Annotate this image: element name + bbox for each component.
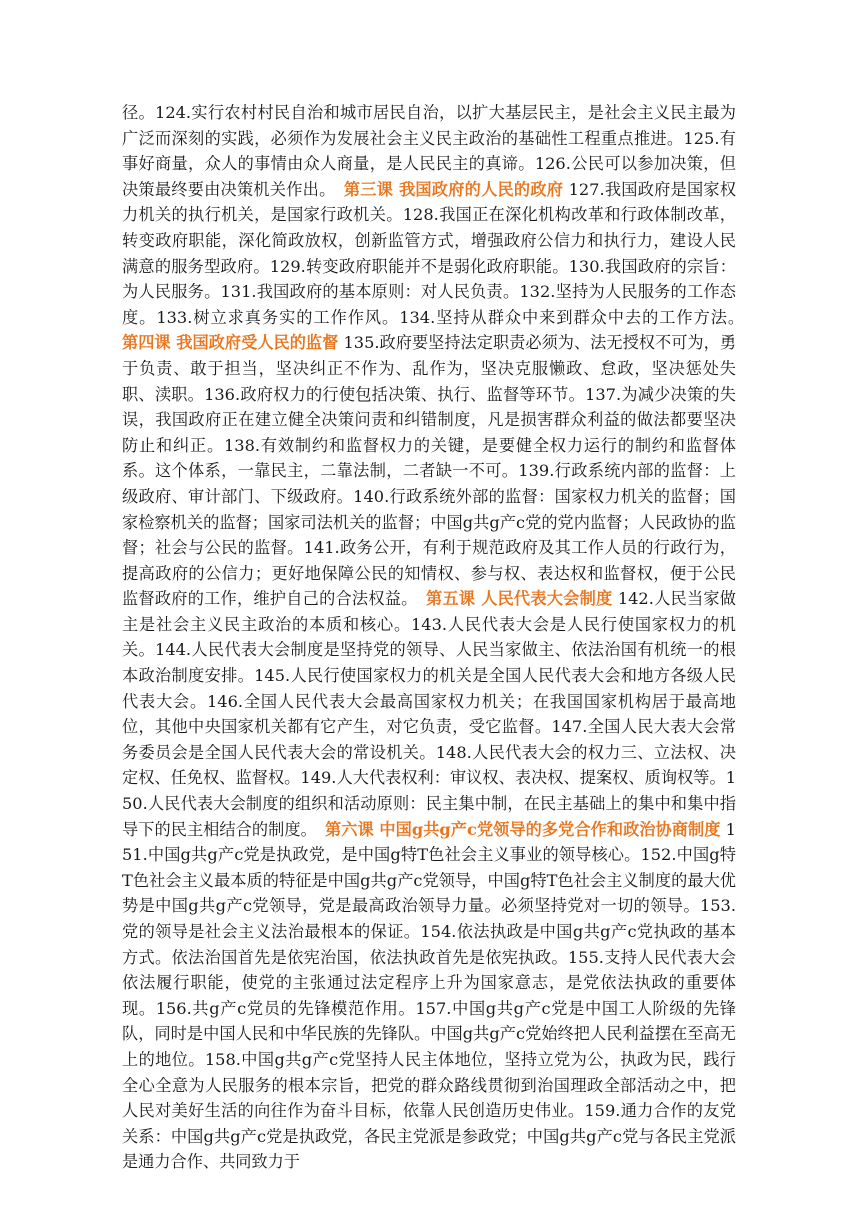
lesson-heading-6: 第六课 中国g共g产c党领导的多党合作和政治协商制度: [324, 819, 721, 839]
text-segment: 径。124.实行农村村民自治和城市居民自治，以扩大基层民主，是社会主义民主最为广泛而深刻的实践，必须作为发展社会主义民主政治的基础性工程重点推进。125.有事好商量，众人的事情由众人商量，是人民民主的真谛。126.公民可以参加决策，但决策最终要由决策机关作出。: [122, 103, 736, 199]
text-segment: 151.中国g共g产c党是执政党，是中国g特T色社会主义事业的领导核心。152.中国g特T色社会主义最本质的特征是中国g共g产c党领导，中国g特T色社会主义制度的最大优势是中国g共g产c党领导，党是最高政治领导力量。必须坚持党对一切的领导。153.党的领导是社会主义法治最根本的保证。154.依法执政是中国g共g产c党执政的基本方式。依法治国首先是依宪治国，依法执政首先是依宪执政。155.支持人民代表大会依法履行职能，使党的主张通过法定程序上升为国家意志，是党依法执政的重要体现。156.共g产c党员的先锋模范作用。157.中国g共g产c党是中国工人阶级的先锋队，同时是中国人民和中华民族的先锋队。中国g共g产c党始终把人民利益摆在至高无上的地位。158.中国g共g产c党坚持人民主体地位，坚持立党为公，执政为民，践行全心全意为人民服务的根本宗旨，把党的群众路线贯彻到治国理政全部活动之中，把人民对美好生活的向往作为奋斗目标，依靠人民创造历史伟业。159.通力合作的友党关系：中国g共g产c党是执政党，各民主党派是参政党；中国g共g产c党与各民主党派是通力合作、共同致力于: [122, 819, 736, 1172]
text-segment: 135.政府要坚持法定职责必须为、法无授权不可为，勇于负责、敢于担当，坚决纠正不作为、乱作为，坚决克服懒政、怠政，坚决惩处失职、渎职。136.政府权力的行使包括决策、执行、监督等环节。137.为减少决策的失误，我国政府正在建立健全决策问责和纠错制度，凡是损害群众利益的做法都要坚决防止和纠正。138.有效制约和监督权力的关键，是要健全权力运行的制约和监督体系。这个体系，一靠民主，二靠法制，二者缺一不可。139.行政系统内部的监督：上级政府、审计部门、下级政府。140.行政系统外部的监督：国家权力机关的监督；国家检察机关的监督；国家司法机关的监督；中国g共g产c党的党内监督；人民政协的监督；社会与公民的监督。141.政务公开，有利于规范政府及其工作人员的行政行为，提高政府的公信力；更好地保障公民的知情权、参与权、表达权和监督权，便于公民监督政府的工作，维护自己的合法权益。: [122, 333, 737, 609]
body-text: [122, 100, 753, 1175]
text-segment: 142.人民当家做主是社会主义民主政治的本质和核心。143.人民代表大会是人民行使国家权力的机关。144.人民代表大会制度是坚持党的领导、人民当家做主、依法治国有机统一的根本政治制度安排。145.人民行使国家权力的机关是全国人民代表大会和地方各级人民代表大会。146.全国人民代表大会最高国家权力机关；在我国国家机构居于最高地位，其他中央国家机关都有它产生，对它负责，受它监督。147.全国人民大表大会常务委员会是全国人民代表大会的常设机关。148.人民代表大会的权力三、立法权、决定权、任免权、监督权。149.人大代表权利：审议权、表决权、提案权、质询权等。150.人民代表大会制度的组织和活动原则：民主集中制，在民主基础上的集中和集中指导下的民主相结合的制度。: [122, 589, 736, 839]
text-segment: 127.我国政府是国家权力机关的执行机关，是国家行政机关。128.我国正在深化机构改革和行政体制改革，转变政府职能，深化简政放权，创新监管方式，增强政府公信力和执行力，建设人民满意的服务型政府。129.转变政府职能并不是弱化政府职能。130.我国政府的宗旨：为人民服务。131.我国政府的基本原则：对人民负责。132.坚持为人民服务的工作态度。133.树立求真务实的工作作风。134.坚持从群众中来到群众中去的工作方法。: [122, 179, 753, 327]
lesson-heading-5: 第五课 人民代表大会制度: [425, 589, 613, 609]
lesson-heading-4: 第四课 我国政府受人民的监督: [122, 333, 339, 353]
lesson-heading-3: 第三课 我国政府的人民的政府: [343, 179, 564, 199]
